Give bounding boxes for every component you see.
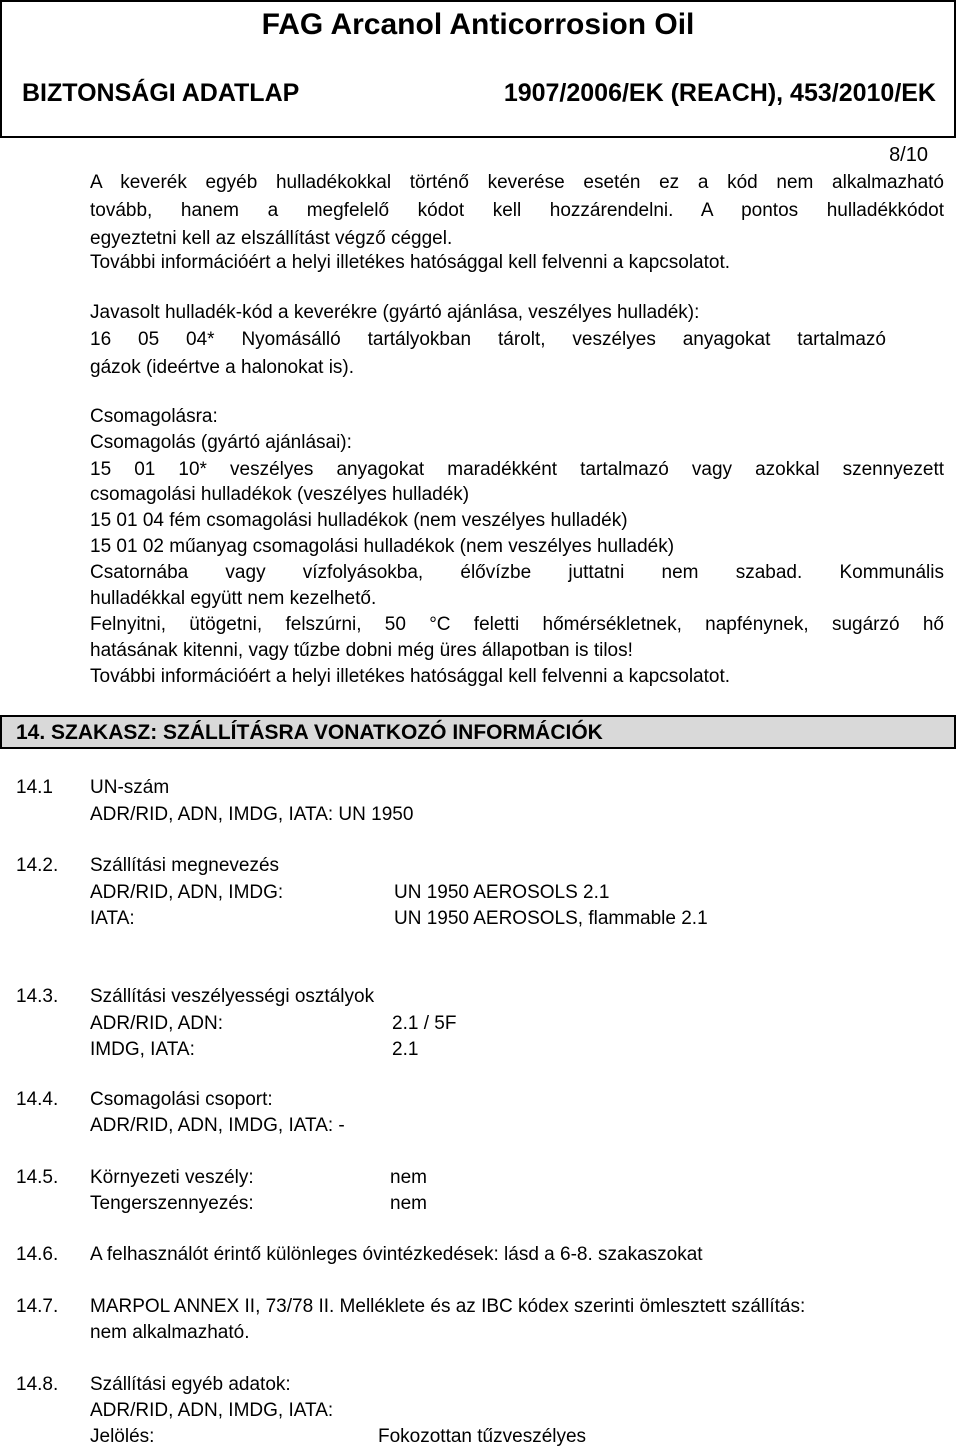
regulation-reference: 1907/2006/EK (REACH), 453/2010/EK	[503, 79, 936, 107]
document-header	[0, 0, 956, 138]
packaging-code-line: 15 01 02 műanyag csomagolási hulladékok (nem veszélyes hulladék)	[90, 536, 675, 557]
packing-group-line: ADR/RID, ADN, IMDG, IATA: -	[90, 1115, 345, 1136]
hazard-class-value: 2.1	[392, 1039, 419, 1060]
waste-text-line: További információért a helyi illetékes hatósággal kell felvenni a kapcsolatot.	[90, 252, 731, 273]
packaging-subheading: Csomagolás (gyártó ajánlásai):	[90, 432, 352, 453]
waste-text-line: egyeztetni kell az elszállítást végző céggel.	[90, 228, 453, 249]
document-type: BIZTONSÁGI ADATLAP	[22, 79, 300, 107]
waste-code-intro: Javasolt hulladék-kód a keverékre (gyártó ajánlása, veszélyes hulladék):	[90, 302, 700, 323]
hazard-class-key: IMDG, IATA:	[90, 1039, 195, 1060]
packaging-code-line: csomagolási hulladékok (veszélyes hulladék)	[90, 484, 470, 505]
packaging-code-line: 15 01 04 fém csomagolási hulladékok (nem veszélyes hulladék)	[90, 510, 628, 531]
subsection-number: 14.2.	[16, 855, 59, 876]
subsection-number: 14.4.	[16, 1089, 59, 1110]
subsection-number: 14.1	[16, 777, 53, 798]
marine-pollutant-key: Tengerszennyezés:	[90, 1193, 254, 1214]
subsection-label: Csomagolási csoport:	[90, 1089, 273, 1110]
section-14-title: 14. SZAKASZ: SZÁLLÍTÁSRA VONATKOZÓ INFORMÁCIÓK	[16, 721, 603, 744]
marine-pollutant-value: nem	[390, 1193, 427, 1214]
other-transport-line: ADR/RID, ADN, IMDG, IATA:	[90, 1400, 334, 1421]
environmental-hazard-key: Környezeti veszély:	[90, 1167, 254, 1188]
subsection-label: Szállítási egyéb adatok:	[90, 1374, 291, 1395]
packaging-text-line: Csatornába vagy vízfolyásokba, élővízbe juttatni nem szabad. Kommunális	[90, 562, 944, 583]
marking-key: Jelölés:	[90, 1426, 155, 1447]
subsection-number: 14.6.	[16, 1244, 59, 1265]
packaging-text-line: Felnyitni, ütögetni, felszúrni, 50 °C feletti hőmérsékletnek, napfénynek, sugárzó hő	[90, 614, 944, 635]
packaging-code-line: 15 01 10* veszélyes anyagokat maradékként tartalmazó vagy azokkal szennyezett	[90, 459, 944, 480]
subsection-number: 14.7.	[16, 1296, 59, 1317]
waste-code-line: 16 05 04* Nyomásálló tartályokban tárolt, veszélyes anyagokat tartalmazó	[90, 329, 886, 350]
waste-code-line: gázok (ideértve a halonokat is).	[90, 357, 355, 378]
packaging-heading: Csomagolásra:	[90, 406, 218, 427]
subsection-number: 14.5.	[16, 1167, 59, 1188]
subsection-number: 14.3.	[16, 986, 59, 1007]
packaging-text-line: hulladékkal együtt nem kezelhető.	[90, 588, 377, 609]
subsection-label: Szállítási megnevezés	[90, 855, 280, 876]
marking-value: Fokozottan tűzveszélyes	[378, 1426, 587, 1447]
section-14-header	[0, 715, 956, 749]
packaging-text-line: További információért a helyi illetékes hatósággal kell felvenni a kapcsolatot.	[90, 666, 731, 687]
special-precautions: A felhasználót érintő különleges óvintézkedések: lásd a 6-8. szakaszokat	[90, 1244, 703, 1265]
un-number-line: ADR/RID, ADN, IMDG, IATA: UN 1950	[90, 804, 414, 825]
subsection-label: UN-szám	[90, 777, 170, 798]
subsection-label: Szállítási veszélyességi osztályok	[90, 986, 375, 1007]
page-number: 8/10	[889, 144, 928, 166]
shipping-name-value: UN 1950 AEROSOLS, flammable 2.1	[394, 908, 708, 929]
waste-text-line: tovább, hanem a megfelelő kódot kell hozzárendelni. A pontos hulladékkódot	[90, 200, 944, 221]
shipping-name-key: ADR/RID, ADN, IMDG:	[90, 882, 284, 903]
waste-text-line: A keverék egyéb hulladékokkal történő keverése esetén ez a kód nem alkalmazható	[90, 172, 944, 193]
marpol-line: nem alkalmazható.	[90, 1322, 250, 1343]
packaging-text-line: hatásának kitenni, vagy tűzbe dobni még üres állapotban is tilos!	[90, 640, 633, 661]
environmental-hazard-value: nem	[390, 1167, 427, 1188]
shipping-name-value: UN 1950 AEROSOLS 2.1	[394, 882, 610, 903]
hazard-class-key: ADR/RID, ADN:	[90, 1013, 224, 1034]
marpol-line: MARPOL ANNEX II, 73/78 II. Melléklete és az IBC kódex szerinti ömlesztett szállítás:	[90, 1296, 806, 1317]
subsection-number: 14.8.	[16, 1374, 59, 1395]
product-name: FAG Arcanol Anticorrosion Oil	[261, 8, 695, 41]
hazard-class-value: 2.1 / 5F	[392, 1013, 457, 1034]
shipping-name-key: IATA:	[90, 908, 135, 929]
